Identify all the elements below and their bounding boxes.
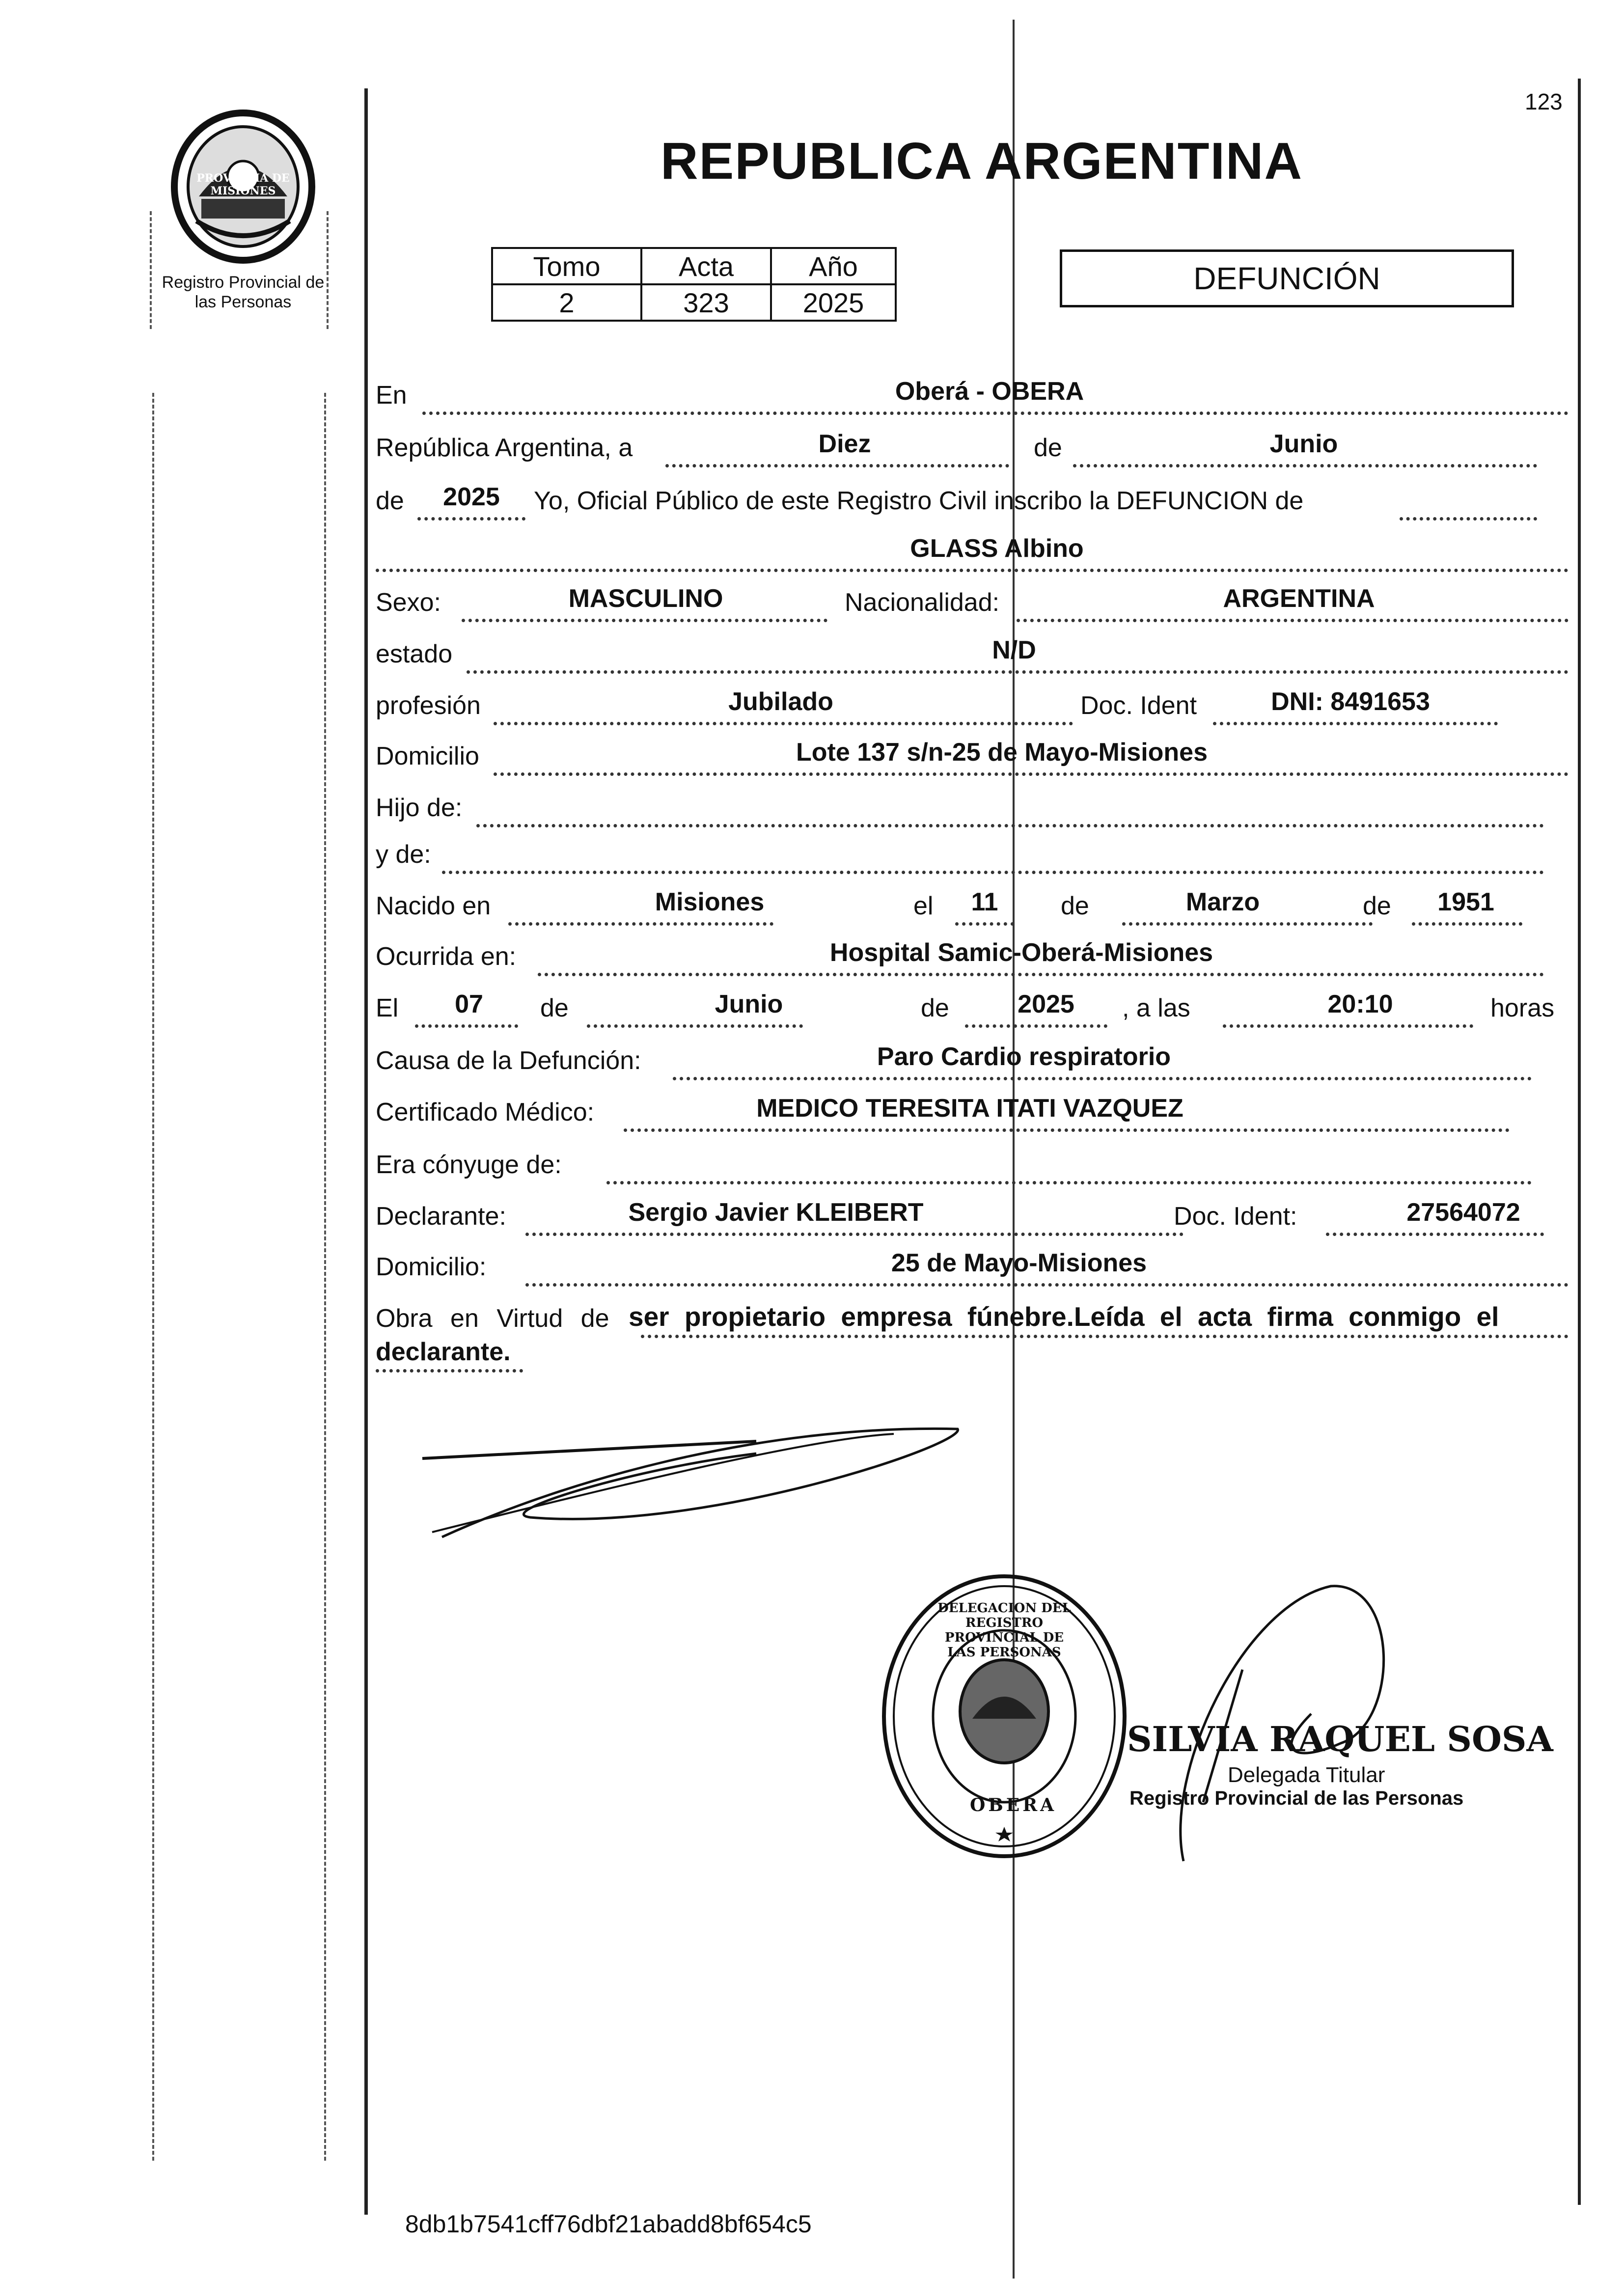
sexo-label: Sexo:	[376, 588, 441, 617]
nac-mes-dots	[1122, 922, 1373, 926]
decl-doc-dots	[1326, 1233, 1544, 1236]
document-hash: 8db1b7541cff76dbf21abadd8bf654c5	[405, 2210, 812, 2238]
row-domicilio	[376, 737, 1569, 776]
fall-dia-dots	[415, 1024, 518, 1028]
registro-header-acta: Acta	[641, 248, 771, 284]
fall-hora-value: 20:10	[1327, 990, 1393, 1018]
registro-value-anio: 2025	[771, 284, 896, 321]
mes-dots	[1073, 464, 1537, 467]
nombre-value: GLASS Albino	[910, 534, 1084, 563]
doc-value: DNI: 8491653	[1271, 687, 1430, 716]
left-margin-line	[364, 88, 368, 2215]
yde-dots	[442, 871, 1544, 874]
registro-value-acta: 323	[641, 284, 771, 321]
row-obra-2	[376, 1333, 1569, 1373]
nac-mes-value: Marzo	[1185, 888, 1260, 916]
horas-label: horas	[1490, 994, 1555, 1022]
profesion-value: Jubilado	[728, 687, 833, 716]
row-sexo	[376, 583, 1569, 622]
row-certificado	[376, 1093, 1569, 1132]
emblem-caption-line1: Registro Provincial de	[162, 273, 325, 292]
hijo-dots	[476, 824, 1544, 827]
estado-label: estado	[376, 640, 453, 668]
row-yde	[376, 835, 1569, 874]
doc-dots	[1213, 722, 1498, 725]
nombre-dots	[376, 569, 1569, 572]
decl-doc-value: 27564072	[1406, 1198, 1520, 1227]
emblem-caption	[140, 273, 346, 312]
mes-value: Junio	[1269, 430, 1338, 458]
dia-value: Diez	[818, 430, 871, 458]
stamp-ring-text: DELEGACION DEL REGISTRO PROVINCIAL DE LAS PERSONAS	[937, 1601, 1071, 1660]
certificado-value: MEDICO TERESITA ITATI VAZQUEZ	[756, 1094, 1184, 1123]
row-en	[376, 376, 1569, 415]
el-label: el	[913, 892, 934, 920]
official-name: SILVIA RAQUEL SOSA	[1127, 1719, 1553, 1759]
dia-dots	[665, 464, 1009, 467]
registro-header-anio: Año	[771, 248, 896, 284]
obra-value-line2: declarante.	[376, 1338, 511, 1366]
nac-dia-value: 11	[971, 888, 998, 916]
en-dots	[422, 412, 1569, 415]
registro-value-tomo: 2	[492, 284, 641, 321]
document-type-box: DEFUNCIÓN	[1060, 249, 1514, 307]
nacionalidad-label: Nacionalidad:	[845, 588, 1000, 617]
nacionalidad-dots	[1017, 619, 1569, 622]
nac-anio-dots	[1412, 922, 1522, 926]
fall-anio-value: 2025	[1018, 990, 1074, 1018]
official-office: Registro Provincial de las Personas	[1129, 1787, 1464, 1809]
profesion-label: profesión	[376, 691, 481, 720]
ocurrida-dots	[538, 973, 1544, 976]
domicilio-dots	[494, 772, 1569, 776]
nac-anio-value: 1951	[1437, 888, 1494, 916]
row-estado	[376, 634, 1569, 674]
fall-de1-label: de	[540, 994, 569, 1022]
nacido-label: Nacido en	[376, 892, 491, 920]
sexo-value: MASCULINO	[568, 584, 723, 613]
alas-label: , a las	[1122, 994, 1190, 1022]
row-domicilio-declarante	[376, 1247, 1569, 1287]
nac-de1-label: de	[1061, 892, 1089, 920]
nac-dia-dots	[955, 922, 1014, 926]
causa-dots	[673, 1077, 1532, 1080]
row-ocurrida	[376, 937, 1569, 976]
conyuge-label: Era cónyuge de:	[376, 1151, 562, 1179]
de-label: de	[1034, 434, 1062, 462]
row-nacido	[376, 886, 1569, 926]
sexo-dots	[462, 619, 827, 622]
nacionalidad-value: ARGENTINA	[1223, 584, 1375, 613]
fall-mes-dots	[587, 1024, 803, 1028]
fall-hora-dots	[1223, 1024, 1473, 1028]
obra2-dots	[376, 1369, 523, 1373]
fall-de2-label: de	[921, 994, 949, 1022]
domicilio-value: Lote 137 s/n-25 de Mayo-Misiones	[796, 738, 1208, 767]
official-role: Delegada Titular	[1228, 1763, 1385, 1787]
en-label: En	[376, 381, 407, 410]
row-causa	[376, 1041, 1569, 1080]
emblem-seal-text: PROVINCIA DE MISIONES	[196, 172, 290, 197]
nacido-value: Misiones	[655, 888, 765, 916]
republica-label: República Argentina, a	[376, 434, 633, 462]
yde-label: y de:	[376, 840, 431, 869]
fall-anio-dots	[965, 1024, 1107, 1028]
ocurrida-label: Ocurrida en:	[376, 942, 517, 971]
declarante-value: Sergio Javier KLEIBERT	[628, 1198, 924, 1227]
estado-value: N/D	[992, 636, 1036, 664]
emblem-caption-line2: las Personas	[194, 293, 292, 311]
decl-doc-label: Doc. Ident:	[1174, 1202, 1297, 1231]
anio-dots	[417, 517, 525, 521]
declarant-signature	[413, 1414, 1002, 1552]
row-fecha-inscripcion	[376, 428, 1569, 467]
causa-label: Causa de la Defunción:	[376, 1046, 641, 1075]
conyuge-dots	[606, 1181, 1532, 1184]
causa-value: Paro Cardio respiratorio	[877, 1043, 1171, 1071]
el2-label: El	[376, 994, 399, 1022]
ocurrida-value: Hospital Samic-Oberá-Misiones	[829, 938, 1213, 967]
row-profesion	[376, 686, 1569, 725]
row-hijo	[376, 788, 1569, 827]
row-nombre	[376, 533, 1569, 572]
registro-header-row	[492, 248, 896, 284]
domicilio2-value: 25 de Mayo-Misiones	[891, 1249, 1147, 1277]
row-conyuge	[376, 1145, 1569, 1184]
doc-label: Doc. Ident	[1080, 691, 1197, 720]
row-declarante	[376, 1197, 1569, 1236]
row-oficial	[376, 481, 1569, 521]
de2-label: de	[376, 487, 404, 515]
estado-dots	[467, 670, 1569, 674]
page-number: 123	[1525, 89, 1563, 114]
row-fecha-defuncion	[376, 989, 1569, 1028]
row-obra	[376, 1299, 1569, 1338]
domicilio2-dots	[525, 1283, 1569, 1287]
page-title: REPUBLICA ARGENTINA	[661, 132, 1303, 190]
declarante-dots	[525, 1233, 1184, 1236]
perforation-line-right	[324, 393, 326, 2161]
domicilio2-label: Domicilio:	[376, 1253, 487, 1281]
profesion-dots	[494, 722, 1073, 725]
obra-value-line1: ser propietario empresa fúnebre.Leída el acta firma conmigo el	[629, 1301, 1499, 1332]
certificado-label: Certificado Médico:	[376, 1098, 595, 1126]
office-stamp	[879, 1571, 1129, 1861]
yo-text: Yo, Oficial Público de este Registro Civil inscribo la DEFUNCION de	[534, 487, 1304, 515]
stamp-city: OBERA	[970, 1795, 1057, 1815]
certificado-dots	[624, 1128, 1510, 1132]
registro-table	[491, 247, 897, 322]
registro-value-row	[492, 284, 896, 321]
fall-dia-value: 07	[455, 990, 483, 1018]
nacido-dots	[508, 922, 773, 926]
perforation-line-left	[152, 393, 154, 2161]
right-margin-line	[1578, 79, 1581, 2205]
registro-header-tomo: Tomo	[492, 248, 641, 284]
en-value: Oberá - OBERA	[895, 377, 1084, 406]
defuncion-de-dots	[1400, 517, 1537, 521]
declarante-label: Declarante:	[376, 1202, 506, 1231]
fall-mes-value: Junio	[715, 990, 783, 1018]
obra-label: Obra en Virtud de	[376, 1304, 609, 1333]
domicilio-label: Domicilio	[376, 742, 479, 770]
hijo-label: Hijo de:	[376, 794, 463, 822]
anio-value: 2025	[443, 483, 500, 511]
nac-de2-label: de	[1363, 892, 1391, 920]
misiones-emblem	[157, 108, 329, 265]
